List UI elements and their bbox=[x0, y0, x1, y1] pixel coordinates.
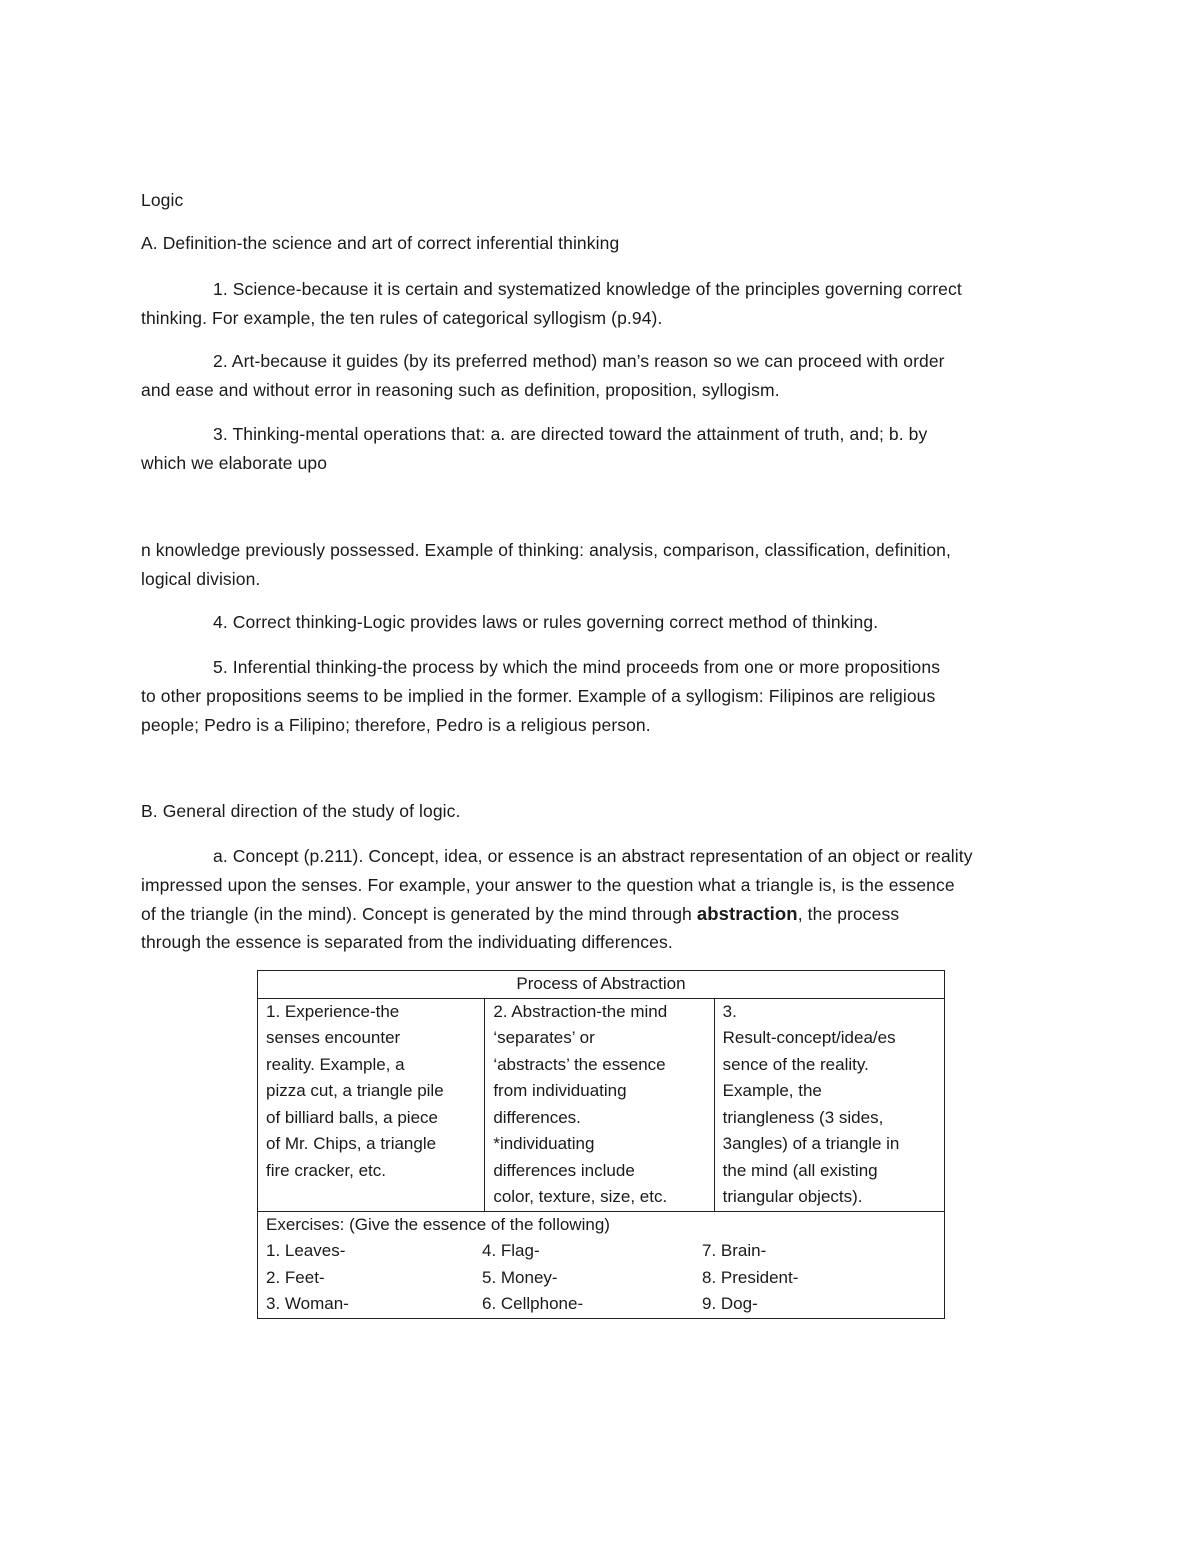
section-a-heading: A. Definition-the science and art of correct inferential thinking bbox=[141, 233, 620, 253]
table-header-row bbox=[258, 971, 945, 999]
table-row bbox=[258, 998, 945, 1211]
document-title: Logic bbox=[141, 190, 184, 210]
item5-line2: to other propositions seems to be implied in the former. Example of a syllogism: Filipinos are religious bbox=[141, 686, 936, 706]
exercise-item: 2. Feet- bbox=[266, 1267, 325, 1287]
item1-line1: 1. Science-because it is certain and systematized knowledge of the principles governing correct bbox=[213, 279, 962, 299]
concept-line3 bbox=[141, 899, 899, 929]
item3-line3: n knowledge previously possessed. Example of thinking: analysis, comparison, classification, definition, bbox=[141, 540, 951, 560]
item2-line2: and ease and without error in reasoning such as definition, proposition, syllogism. bbox=[141, 380, 780, 400]
abstraction-text: 2. Abstraction-the mind ‘separates’ or ‘abstracts’ the essence from individuating differences. *individuating differences include color, texture, size, etc. bbox=[493, 1001, 668, 1206]
exercises-row bbox=[258, 1211, 945, 1318]
item5-line1: 5. Inferential thinking-the process by which the mind proceeds from one or more propositions bbox=[213, 657, 941, 677]
concept-line3-post: , the process bbox=[797, 904, 900, 924]
concept-line3-pre: of the triangle (in the mind). Concept is generated by the mind through bbox=[141, 904, 697, 924]
exercises-list bbox=[266, 1238, 938, 1318]
exercise-item: 3. Woman- bbox=[266, 1294, 349, 1313]
item3-line1: 3. Thinking-mental operations that: a. are directed toward the attainment of truth, and; b. by bbox=[213, 424, 928, 444]
exercise-item: 4. Flag- bbox=[482, 1241, 540, 1260]
item2-line1: 2. Art-because it guides (by its preferred method) man’s reason so we can proceed with order bbox=[213, 351, 945, 371]
exercise-item: 6. Cellphone- bbox=[482, 1294, 584, 1313]
abstraction-cell bbox=[485, 998, 714, 1211]
exercise-item: 5. Money- bbox=[482, 1267, 558, 1287]
item4-line1: 4. Correct thinking-Logic provides laws or rules governing correct method of thinking. bbox=[213, 612, 879, 632]
exercise-item: 1. Leaves- bbox=[266, 1241, 346, 1260]
section-b-heading: B. General direction of the study of logic. bbox=[141, 801, 461, 821]
exercises-cell bbox=[258, 1211, 945, 1318]
exercises-title: Exercises: (Give the essence of the following) bbox=[266, 1214, 610, 1234]
concept-line1: a. Concept (p.211). Concept, idea, or essence is an abstract representation of an object or reality bbox=[213, 846, 973, 866]
result-text: 3. Result-concept/idea/es sence of the reality. Example, the triangleness (3 sides, 3angles) of a triangle in the mind (all existing triangular objects). bbox=[722, 1001, 900, 1206]
process-of-abstraction-table bbox=[257, 970, 945, 1319]
concept-line2: impressed upon the senses. For example, your answer to the question what a triangle is, is the essence bbox=[141, 875, 955, 895]
exercise-item: 8. President- bbox=[702, 1267, 799, 1287]
exercise-item: 9. Dog- bbox=[702, 1294, 758, 1313]
concept-line4: through the essence is separated from the individuating differences. bbox=[141, 932, 673, 952]
exercise-item: 7. Brain- bbox=[702, 1241, 767, 1260]
item5-line3: people; Pedro is a Filipino; therefore, Pedro is a religious person. bbox=[141, 715, 651, 735]
item3-line4: logical division. bbox=[141, 569, 261, 589]
result-cell bbox=[714, 998, 944, 1211]
experience-text: 1. Experience-the senses encounter reality. Example, a pizza cut, a triangle pile of billiard balls, a piece of Mr. Chips, a triangle fire cracker, etc. bbox=[266, 1001, 444, 1180]
item3-line2: which we elaborate upo bbox=[141, 453, 328, 473]
table-title: Process of Abstraction bbox=[258, 971, 945, 999]
experience-cell bbox=[258, 998, 485, 1211]
abstraction-term: abstraction bbox=[696, 903, 798, 924]
item1-line2: thinking. For example, the ten rules of categorical syllogism (p.94). bbox=[141, 308, 663, 328]
